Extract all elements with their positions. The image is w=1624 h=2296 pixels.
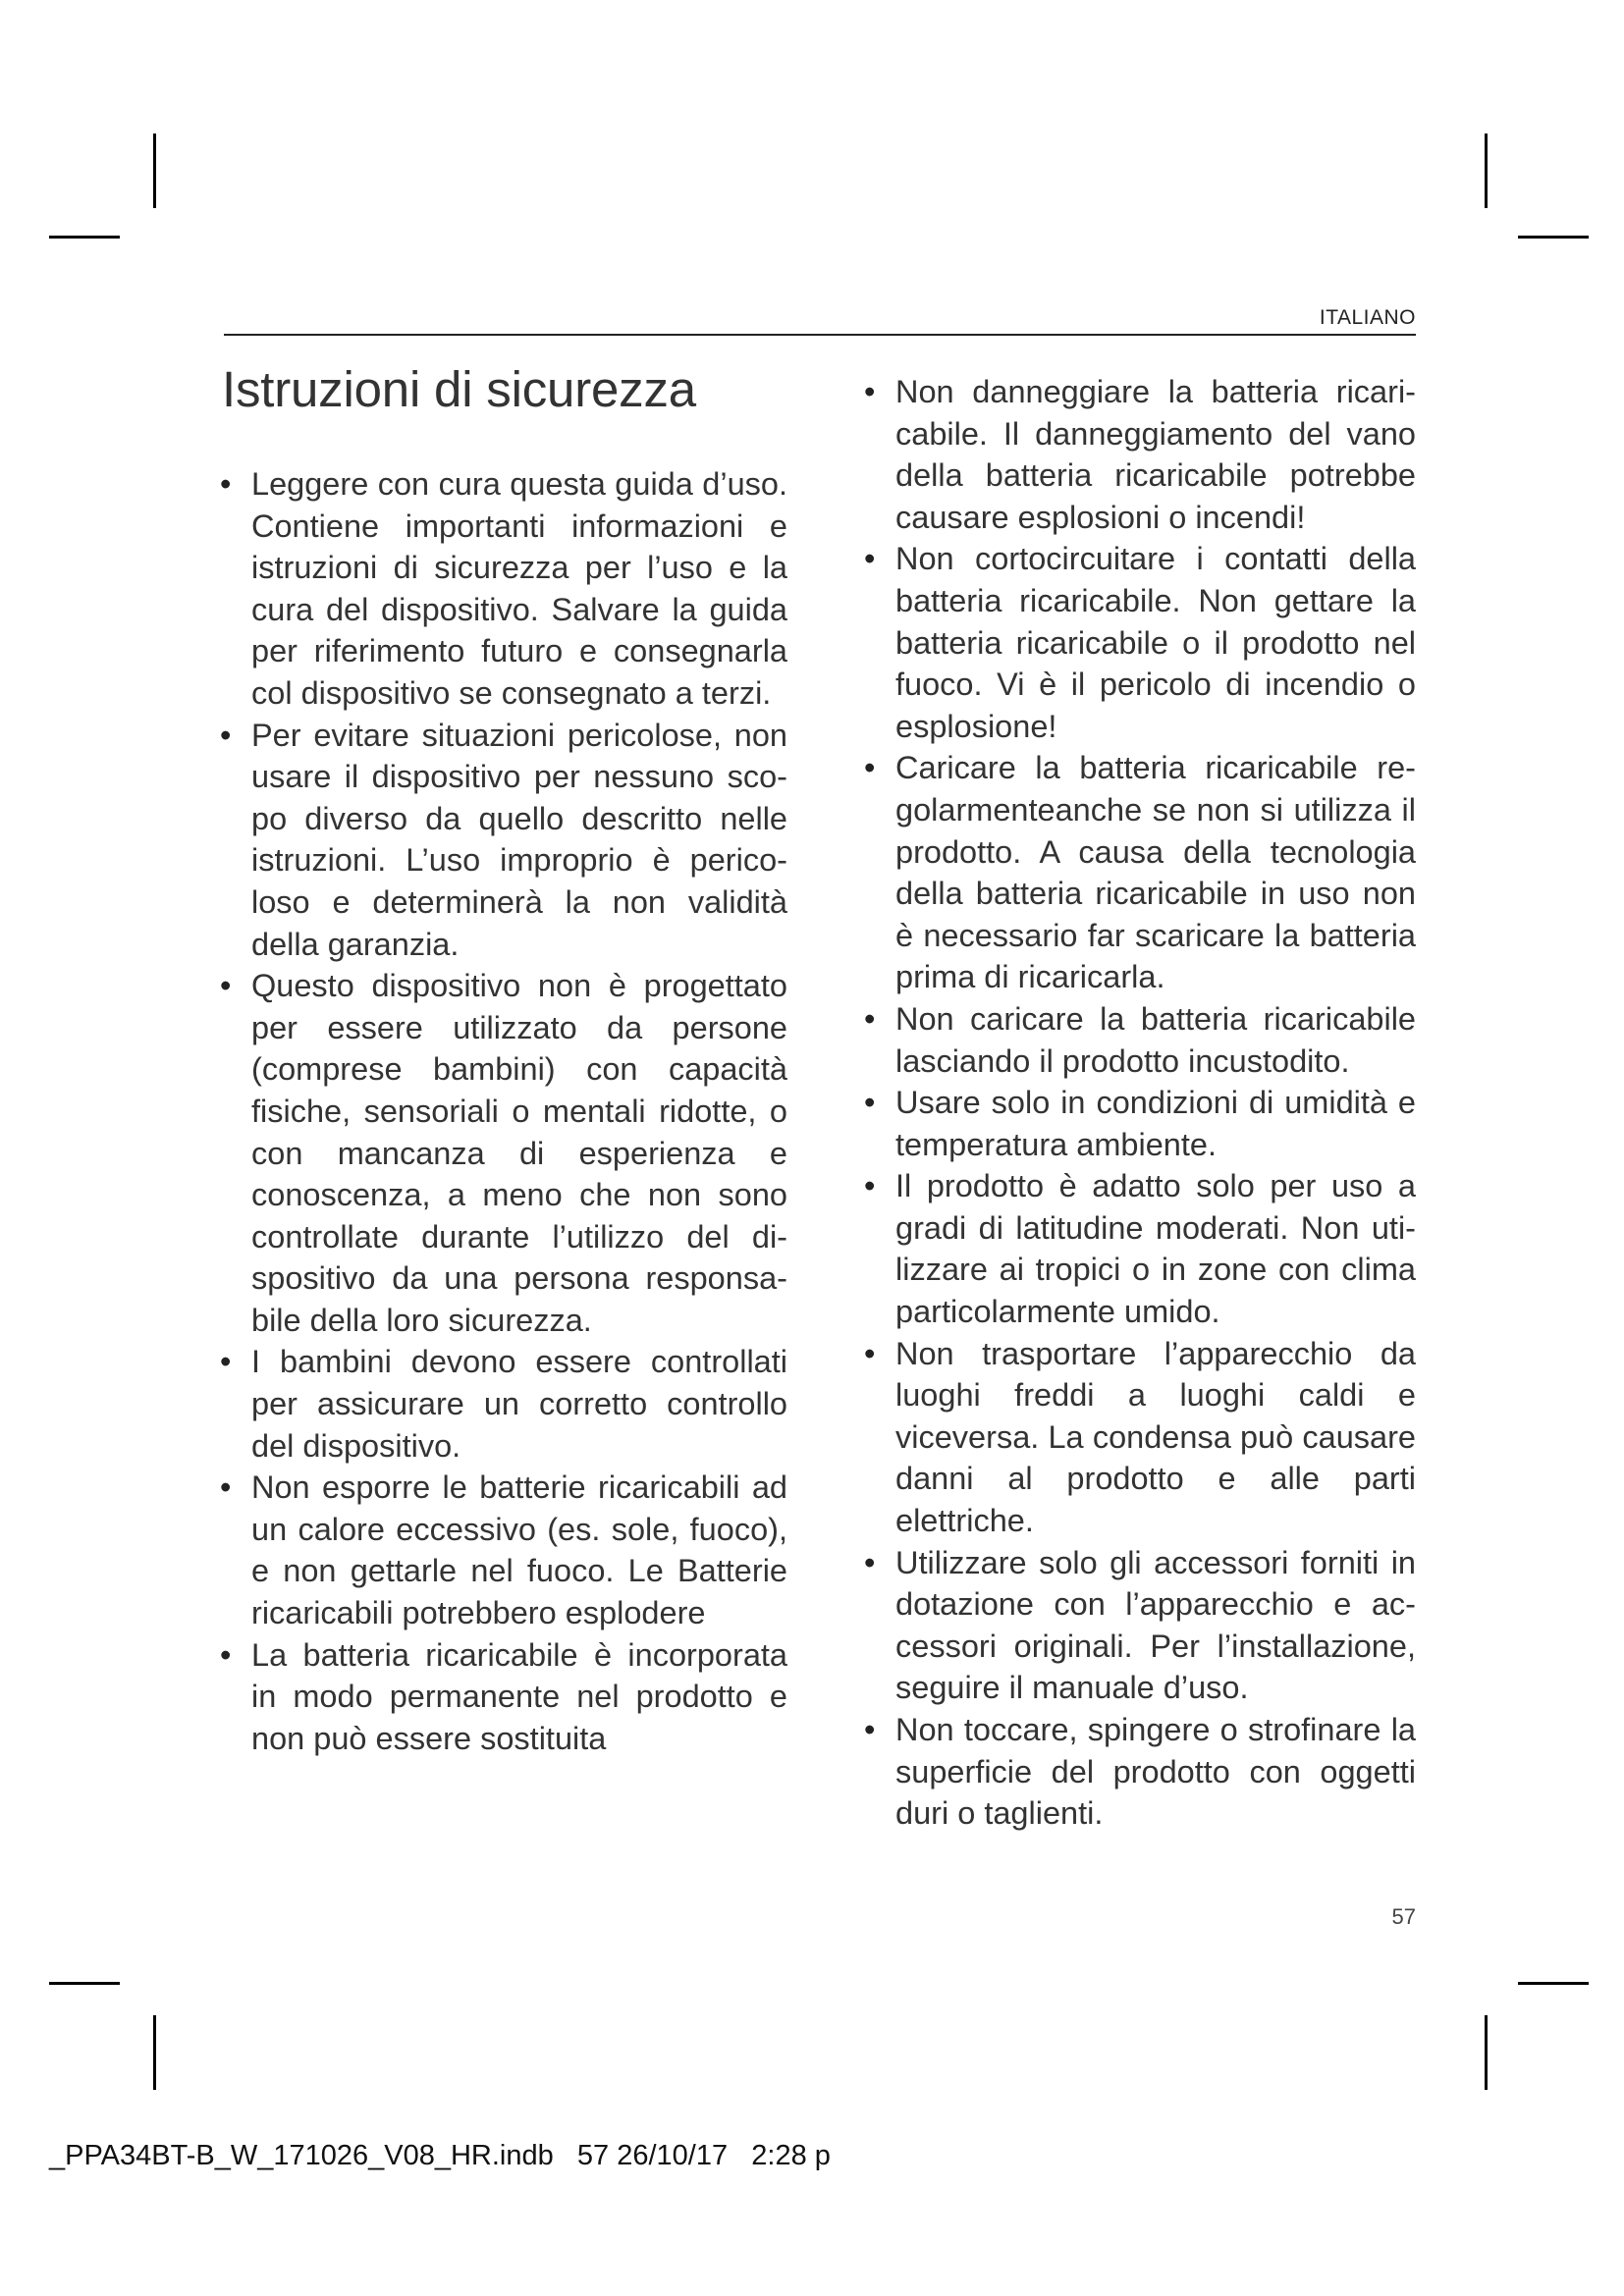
right-column: [852, 371, 1416, 1835]
bullet-icon: •: [864, 1544, 876, 1580]
list-item: [208, 965, 787, 1341]
bullet-icon: •: [864, 541, 876, 577]
bullet-icon: •: [220, 1636, 232, 1673]
list-item-text: Leggere con cura questa guida d’uso. Contiene importanti informazioni e istruzioni di sicurezza per l’uso e la cura del dispositivo. Salvare la guida per riferimento futuro e consegnarla col dispositivo se consegnato a terzi.: [251, 466, 787, 711]
bullet-icon: •: [220, 968, 232, 1004]
bullet-icon: •: [864, 1000, 876, 1037]
list-item-text: Non trasportare l’apparecchio da luoghi freddi a luoghi caldi e viceversa. La condensa può causare danni al prodotto e alle parti elettriche.: [895, 1335, 1416, 1539]
list-item: [208, 1341, 787, 1467]
print-slug: _PPA34BT-B_W_171026_V08_HR.indb 57 26/10/17 2:28 p: [49, 2140, 831, 2171]
crop-mark: [1485, 133, 1488, 208]
list-item-text: Per evitare situazioni pericolose, non usare il dispositivo per nessuno scopo diverso da quello descritto nelle istruzioni. L’uso improprio è pericoloso e determinerà la non validità della garanzia.: [251, 717, 787, 962]
list-item: [208, 1634, 787, 1760]
page-title: Istruzioni di sicurezza: [222, 361, 696, 417]
language-label: ITALIANO: [1319, 306, 1416, 329]
list-item-text: Utilizzare solo gli accessori forniti in dotazione con l’apparecchio e accessori originali. Per l’installazione, seguire il manuale d’uso.: [895, 1544, 1416, 1706]
list-item: [852, 1709, 1416, 1835]
list-item-text: Non cortocircuitare i contatti della batteria ricaricabile. Non gettare la batteria ricaricabile o il prodotto nel fuoco. Vi è il pericolo di incendio o esplosione!: [895, 541, 1416, 744]
list-item: [208, 463, 787, 715]
list-item: [852, 747, 1416, 998]
list-item: [852, 371, 1416, 538]
crop-mark: [153, 2015, 156, 2090]
list-item-text: I bambini devono essere controllati per assicurare un corretto controllo del dispositivo.: [251, 1344, 787, 1464]
list-item-text: Caricare la batteria ricaricabile regolarmenteanche se non si utilizza il prodotto. A causa della tecnologia della batteria ricaricabile in uso non è necessario far scaricare la batteria prima di ricaricarla.: [895, 750, 1416, 995]
list-item: [852, 1165, 1416, 1332]
bullet-icon: •: [864, 374, 876, 409]
bullet-icon: •: [864, 1085, 876, 1121]
list-item: [852, 998, 1416, 1082]
bullet-icon: •: [220, 466, 232, 502]
bullet-icon: •: [864, 1168, 876, 1204]
list-item-text: Non caricare la batteria ricaricabile lasciando il prodotto incustodito.: [895, 1000, 1416, 1079]
crop-mark: [49, 236, 120, 239]
list-item: [208, 1467, 787, 1633]
list-item-text: Non danneggiare la batteria ricaricabile. Il danneggiamento del vano della batteria ricaricabile potrebbe causare esplosioni o incendi!: [895, 374, 1416, 535]
list-item-text: La batteria ricaricabile è incorporata in modo permanente nel prodotto e non può essere sostituita: [251, 1636, 787, 1756]
page-number: 57: [1391, 1904, 1416, 1929]
list-item: [852, 1542, 1416, 1709]
crop-mark: [1485, 2015, 1488, 2090]
list-item: [852, 1082, 1416, 1165]
crop-mark: [1518, 1982, 1589, 1985]
list-item-text: Non esporre le batterie ricaricabili ad un calore eccessivo (es. sole, fuoco), e non gettarle nel fuoco. Le Batterie ricaricabili potrebbero esplodere: [251, 1469, 787, 1631]
bullet-icon: •: [220, 1344, 232, 1380]
left-column: [208, 463, 787, 1759]
bullet-icon: •: [220, 1469, 232, 1506]
list-item-text: Il prodotto è adatto solo per uso a gradi di latitudine moderati. Non utilizzare ai tropici o in zone con clima particolarmente umido.: [895, 1168, 1416, 1330]
list-item: [852, 1333, 1416, 1542]
list-item-text: Non toccare, spingere o strofinare la superficie del prodotto con oggetti duri o taglienti.: [895, 1712, 1416, 1832]
list-item: [208, 715, 787, 966]
crop-mark: [153, 133, 156, 208]
list-item-text: Questo dispositivo non è progettato per essere utilizzato da persone (comprese bambini) con capacità fisiche, sensoriali o mentali ridotte, o con mancanza di esperienza e conoscenza, a meno che non sono controllate durante l’utilizzo del dispositivo da una persona responsabile della loro sicurezza.: [251, 968, 787, 1338]
header-rule: [224, 334, 1416, 336]
crop-mark: [1518, 236, 1589, 239]
list-item-text: Usare solo in condizioni di umidità e temperatura ambiente.: [895, 1085, 1416, 1162]
list-item: [852, 538, 1416, 747]
bullet-icon: •: [864, 1335, 876, 1371]
bullet-icon: •: [220, 717, 232, 753]
bullet-icon: •: [864, 1712, 876, 1747]
bullet-icon: •: [864, 750, 876, 786]
crop-mark: [49, 1982, 120, 1985]
